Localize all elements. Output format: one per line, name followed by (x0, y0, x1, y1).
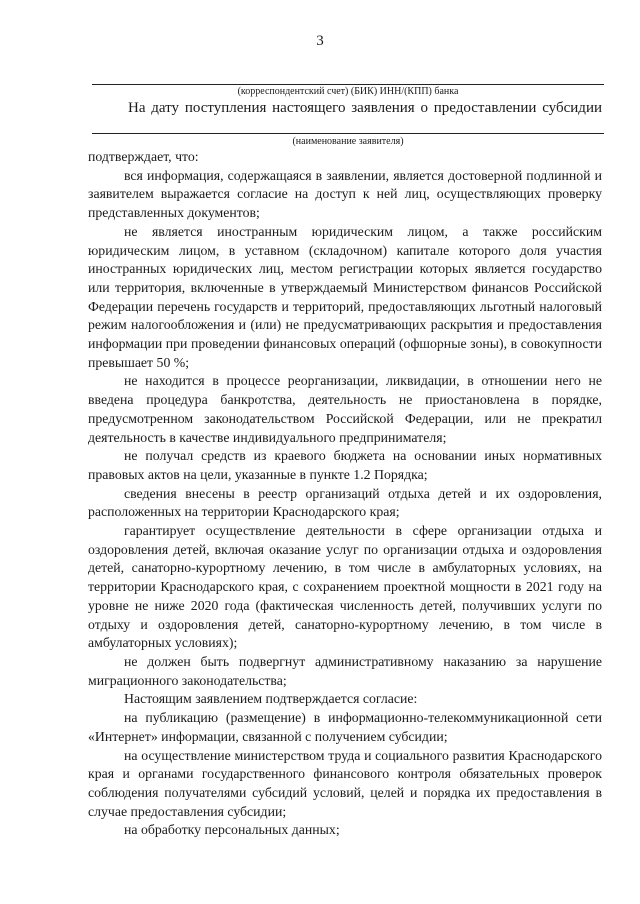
paragraph-not-foreign-entity: не является иностранным юридическим лицом, а также российским юридическим лицом, в уставном (складочном) капитале которого доля участия иностранных юридических лиц, местом регистрации которых является государство или территория, включенные в утверждаемый Министерством финансов Российской Федерации перечень государств и территорий, предоставляющих льготный налоговый режим налогообложения и (или) не предусматривающих раскрытия и предоставления информации при проведении финансовых операций (офшорные зоны), в совокупности превышает 50 %; (88, 223, 602, 370)
bank-details-caption: (корреспондентский счет) (БИК) ИНН/(КПП) банка (237, 86, 459, 97)
paragraph-not-in-reorganization: не находится в процессе реорганизации, ликвидации, в отношении него не введена процедура банкротства, деятельность не приостановлена в порядке, предусмотренном законодательством Российской Федерации, или не прекратил деятельность в качестве индивидуального предпринимателя; (88, 373, 602, 445)
declaration-text (88, 148, 602, 840)
paragraph-no-other-budget-funds: не получал средств из краевого бюджета на основании иных нормативных правовых актов на цели, указанные в пункте 1.2 Порядка; (88, 448, 602, 482)
paragraph-confirms: подтверждает, что: (88, 149, 199, 164)
paragraph-consent-intro: Настоящим заявлением подтверждается согласие: (124, 691, 418, 707)
bank-details-line (92, 84, 604, 85)
applicant-name-caption: (наименование заявителя) (292, 136, 404, 147)
paragraph-registry-entry: сведения внесены в реестр организаций отдыха детей и их оздоровления, расположенных на территории Краснодарского края; (88, 485, 602, 520)
applicant-name-line (92, 133, 604, 134)
paragraph-consent-inspections: на осуществление министерством труда и социального развития Краснодарского края и органами государственного финансового контроля обязательных проверок соблюдения получателями субсидий условий, целей и порядка их предоставления в случае предоставления субсидии; (88, 747, 602, 819)
paragraph-information-reliable: вся информация, содержащаяся в заявлении, является достоверной подлинной и заявителем выражается согласие на доступ к ней лиц, осуществляющих проверку представленных документов; (88, 167, 602, 221)
paragraph-activity-guarantee: гарантирует осуществление деятельности в сфере организации отдыха и оздоровления детей, включая оказание услуг по организации отдыха и оздоровления детей, санаторно-курортному лечению, в том числе в амбулаторных условиях, на территории Краснодарского края, с сохранением проектной мощности в 2021 году на уровне не ниже 2020 года (фактическая численность детей, получивших услуги по отдыху и оздоровления детей, санаторно-курортному лечению, в том числе в амбулаторных условиях); (88, 523, 602, 651)
paragraph-consent-publication: на публикацию (размещение) в информационно-телекоммуникационной сети «Интернет» информации, связанной с получением субсидии; (88, 710, 602, 744)
lead-line: На дату поступления настоящего заявления о предоставлении субсидии (128, 100, 602, 116)
page-number: 3 (316, 33, 324, 49)
paragraph-no-migration-penalty: не должен быть подвергнут административному наказанию за нарушение миграционного законодательства; (88, 653, 602, 688)
paragraph-consent-personal-data: на обработку персональных данных; (124, 822, 340, 838)
